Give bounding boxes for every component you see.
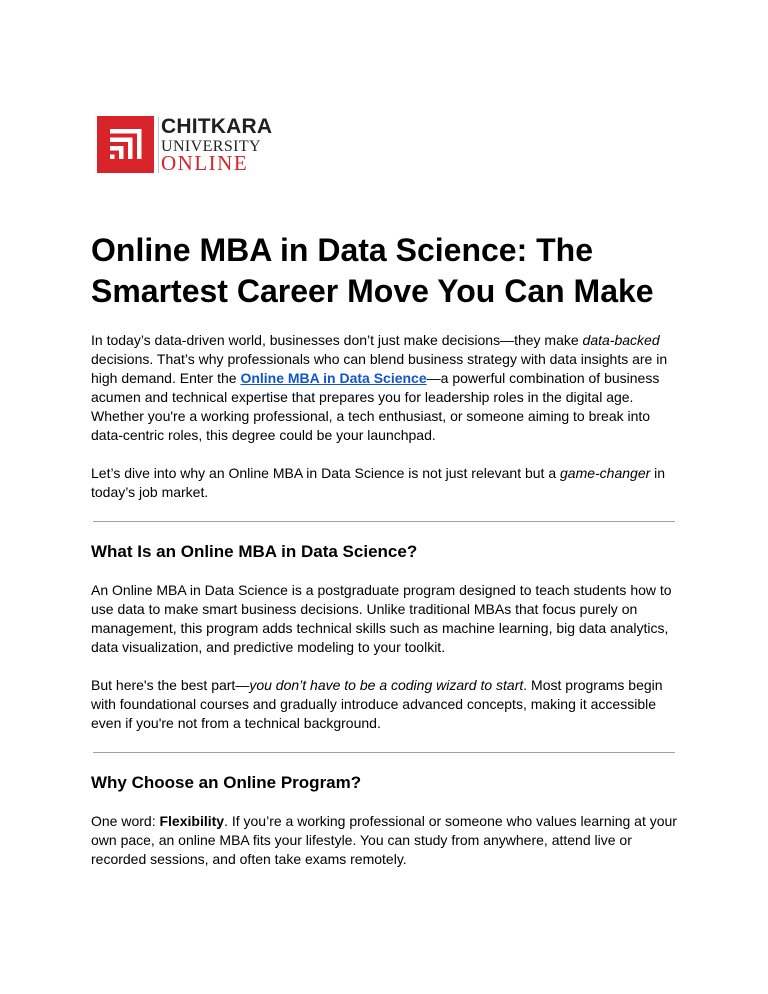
intro-text: Let’s dive into why an Online MBA in Data Science is not just relevant but a: [91, 465, 560, 481]
section2-text: One word:: [91, 813, 160, 829]
logo-mark-icon: [97, 116, 154, 173]
intro-paragraph-2: [91, 464, 681, 502]
intro-text: decisions. That’s why professionals who can blend business strategy with data insights are in high demand. Enter the: [91, 351, 668, 386]
logo-divider: [158, 117, 159, 173]
horizontal-rule: [93, 521, 675, 522]
logo-university: UNIVERSITY: [161, 138, 261, 155]
article-body: [91, 230, 681, 869]
intro-paragraph-1: [91, 331, 681, 445]
horizontal-rule: [93, 752, 675, 753]
page-title: Online MBA in Data Science: The Smartest Career Move You Can Make: [91, 232, 654, 309]
logo-online: ONLINE: [161, 151, 249, 175]
intro-text: —a powerful combination of business acumen and technical expertise that prepares you for leadership roles in the digital age. Whether you're a working professional, a tech enthusiast, or someone aiming to break into data-centric roles, this degree could be your launchpad.: [91, 370, 660, 443]
intro-emphasis: data-backed: [582, 332, 660, 348]
section1-paragraph-2: [91, 676, 681, 733]
section1-emphasis: you don’t have to be a coding wizard to start: [249, 677, 524, 693]
section1-text: . Most programs begin with foundational courses and gradually introduce advanced concepts, making it accessible even if you're not from a technical background.: [91, 677, 663, 731]
logo-name: CHITKARA: [161, 115, 273, 138]
section2-text: . If you’re a working professional or someone who values learning at your own pace, an online MBA fits your lifestyle. You can study from anywhere, attend live or recorded sessions, and often take exams remotely.: [91, 813, 677, 867]
section2-strong: Flexibility: [159, 813, 225, 829]
intro-text: In today’s data-driven world, businesses don’t just make decisions—they make: [91, 332, 583, 348]
intro-emphasis: game-changer: [560, 465, 651, 481]
section-heading-what-is: What Is an Online MBA in Data Science?: [91, 542, 418, 561]
section1-text: But here's the best part—: [91, 677, 250, 693]
online-mba-link[interactable]: Online MBA in Data Science: [240, 370, 427, 386]
section-heading-why-online: Why Choose an Online Program?: [91, 773, 362, 792]
section2-paragraph-1: [91, 812, 681, 869]
section1-paragraph-1: An Online MBA in Data Science is a postgraduate program designed to teach students how to use data to make smart business decisions. Unlike traditional MBAs that focus purely on management, this program adds technical skills such as machine learning, big data analytics, data visualization, and predictive modeling to your toolkit.: [91, 582, 672, 655]
chitkara-logo: [97, 115, 273, 176]
intro-text: in today’s job market.: [91, 465, 666, 500]
